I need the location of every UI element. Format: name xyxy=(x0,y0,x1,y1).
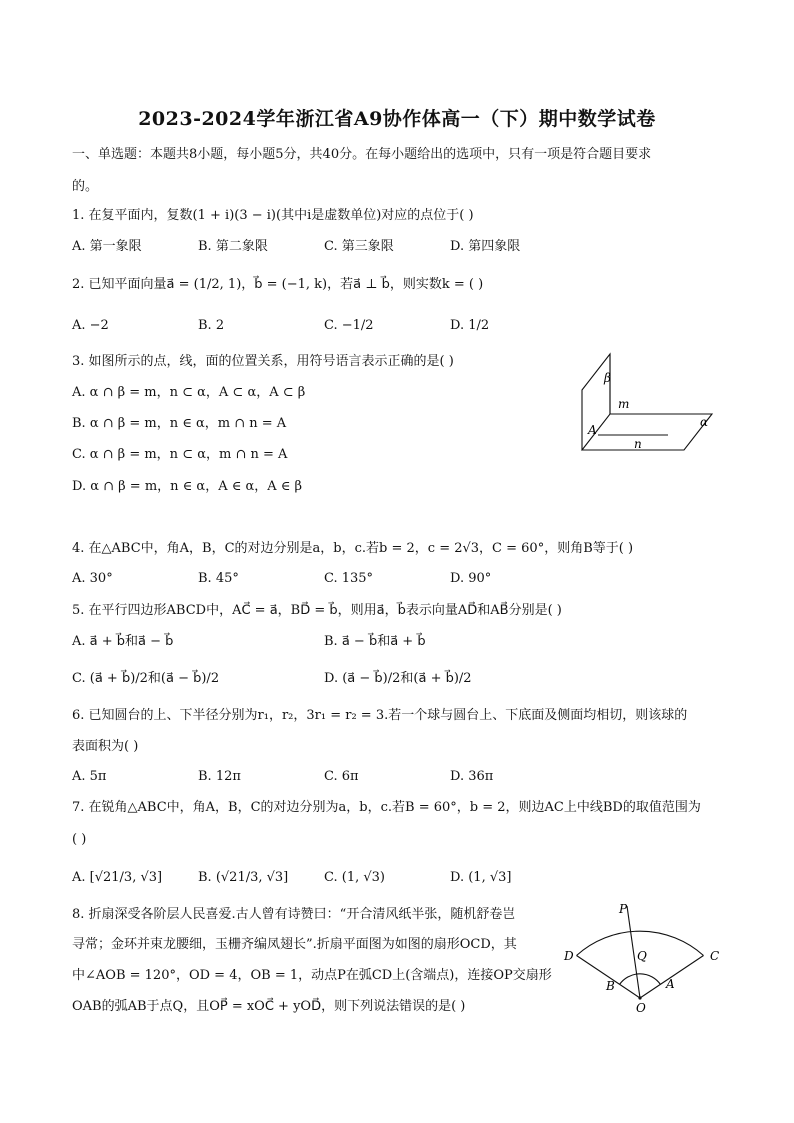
label-a: A xyxy=(588,423,597,437)
question-3-option-c[interactable]: C. α ∩ β = m，n ⊂ α，m ∩ n = A xyxy=(72,447,288,462)
label-m: m xyxy=(618,397,630,411)
question-7-stem-line-2: ( ) xyxy=(72,832,87,847)
question-6-stem-line-2: 表面积为( ) xyxy=(72,739,139,754)
question-6-option-d[interactable]: D. 36π xyxy=(450,769,494,784)
label-q: Q xyxy=(637,949,647,963)
question-8-stem-line-1: 8. 折扇深受各阶层人民喜爱.古人曾有诗赞曰：“开合清风纸半张，随机舒卷岂 xyxy=(72,907,516,922)
question-6-option-c[interactable]: C. 6π xyxy=(324,769,359,784)
question-4-option-d[interactable]: D. 90° xyxy=(450,571,492,586)
label-beta: β xyxy=(604,371,611,385)
question-6-option-a[interactable]: A. 5π xyxy=(72,769,107,784)
label-d: D xyxy=(564,949,574,963)
question-8-stem-line-3: 中∠AOB = 120°，OD = 4，OB = 1，动点P在弧CD上(含端点)，连接OP交扇形 xyxy=(72,968,552,983)
question-4-option-a[interactable]: A. 30° xyxy=(72,571,113,586)
question-5-option-a[interactable]: A. a⃗ + b⃗和a⃗ − b⃗ xyxy=(72,634,174,649)
question-5-option-d[interactable]: D. (a⃗ − b⃗)/2和(a⃗ + b⃗)/2 xyxy=(324,671,472,686)
figure-planes xyxy=(572,352,722,462)
question-2-option-b[interactable]: B. 2 xyxy=(198,318,225,333)
question-4-option-b[interactable]: B. 45° xyxy=(198,571,239,586)
question-5-option-c[interactable]: C. (a⃗ + b⃗)/2和(a⃗ − b⃗)/2 xyxy=(72,671,220,686)
label-a: A xyxy=(666,977,675,991)
question-1-option-a[interactable]: A. 第一象限 xyxy=(72,239,142,254)
section-instruction-line-2: 的。 xyxy=(72,179,99,194)
question-2-option-a[interactable]: A. −2 xyxy=(72,318,109,333)
question-5-stem: 5. 在平行四边形ABCD中，AC⃗ = a⃗，BD⃗ = b⃗，则用a⃗，b⃗表示向量AD⃗和AB⃗分别是( ) xyxy=(72,603,562,618)
question-1-stem: 1. 在复平面内，复数(1 + i)(3 − i)(其中i是虚数单位)对应的点位于( ) xyxy=(72,208,474,223)
section-instruction-line-1: 一、单选题：本题共8小题，每小题5分，共40分。在每小题给出的选项中，只有一项是符合题目要求 xyxy=(72,147,652,162)
label-alpha: α xyxy=(700,415,709,429)
figure-fan xyxy=(560,900,730,1015)
question-2-option-c[interactable]: C. −1/2 xyxy=(324,318,374,333)
label-n: n xyxy=(634,437,642,451)
question-7-option-a[interactable]: A. [√21/3, √3] xyxy=(72,870,163,885)
question-3-option-b[interactable]: B. α ∩ β = m，n ∈ α，m ∩ n = A xyxy=(72,416,287,431)
label-p: P xyxy=(619,902,628,916)
question-3-stem: 3. 如图所示的点，线，面的位置关系，用符号语言表示正确的是( ) xyxy=(72,354,454,369)
question-3-option-d[interactable]: D. α ∩ β = m，n ∈ α，A ∈ α，A ∈ β xyxy=(72,479,303,494)
question-7-stem-line-1: 7. 在锐角△ABC中，角A，B，C的对边分别为a，b，c.若B = 60°，b = 2，则边AC上中线BD的取值范围为 xyxy=(72,800,701,815)
arc-ab xyxy=(620,974,661,985)
question-7-option-b[interactable]: B. (√21/3, √3] xyxy=(198,870,289,885)
question-4-stem: 4. 在△ABC中，角A，B，C的对边分别是a，b，c.若b = 2，c = 2√3，C = 60°，则角B等于( ) xyxy=(72,541,634,556)
question-7-option-c[interactable]: C. (1, √3) xyxy=(324,870,385,885)
question-5-option-b[interactable]: B. a⃗ − b⃗和a⃗ + b⃗ xyxy=(324,634,426,649)
question-1-option-d[interactable]: D. 第四象限 xyxy=(450,239,521,254)
question-8-stem-line-2: 寻常；金环并束龙腰细，玉栅齐编凤翅长”.折扇平面图为如图的扇形OCD，其 xyxy=(72,937,517,952)
question-6-stem-line-1: 6. 已知圆台的上、下半径分别为r₁，r₂，3r₁ = r₂ = 3.若一个球与圆台上、下底面及侧面均相切，则该球的 xyxy=(72,708,688,723)
label-b: B xyxy=(606,979,615,993)
question-1-option-b[interactable]: B. 第二象限 xyxy=(198,239,268,254)
question-2-stem: 2. 已知平面向量a⃗ = (1/2, 1)，b⃗ = (−1, k)，若a⃗ ⊥ b⃗，则实数k = ( ) xyxy=(72,277,484,292)
question-8-stem-line-4: OAB的弧AB于点Q，且OP⃗ = xOC⃗ + yOD⃗，则下列说法错误的是( ) xyxy=(72,999,466,1014)
page-title: 2023-2024学年浙江省A9协作体高一（下）期中数学试卷 xyxy=(138,108,656,130)
label-c: C xyxy=(710,949,720,963)
plane-alpha-outline xyxy=(582,414,712,450)
question-4-option-c[interactable]: C. 135° xyxy=(324,571,374,586)
question-7-option-d[interactable]: D. (1, √3] xyxy=(450,870,512,885)
label-o: O xyxy=(636,1001,646,1015)
question-1-option-c[interactable]: C. 第三象限 xyxy=(324,239,394,254)
point-o xyxy=(638,996,641,999)
question-3-option-a[interactable]: A. α ∩ β = m，n ⊂ α，A ⊂ α，A ⊂ β xyxy=(72,385,306,400)
question-2-option-d[interactable]: D. 1/2 xyxy=(450,318,490,333)
question-6-option-b[interactable]: B. 12π xyxy=(198,769,241,784)
